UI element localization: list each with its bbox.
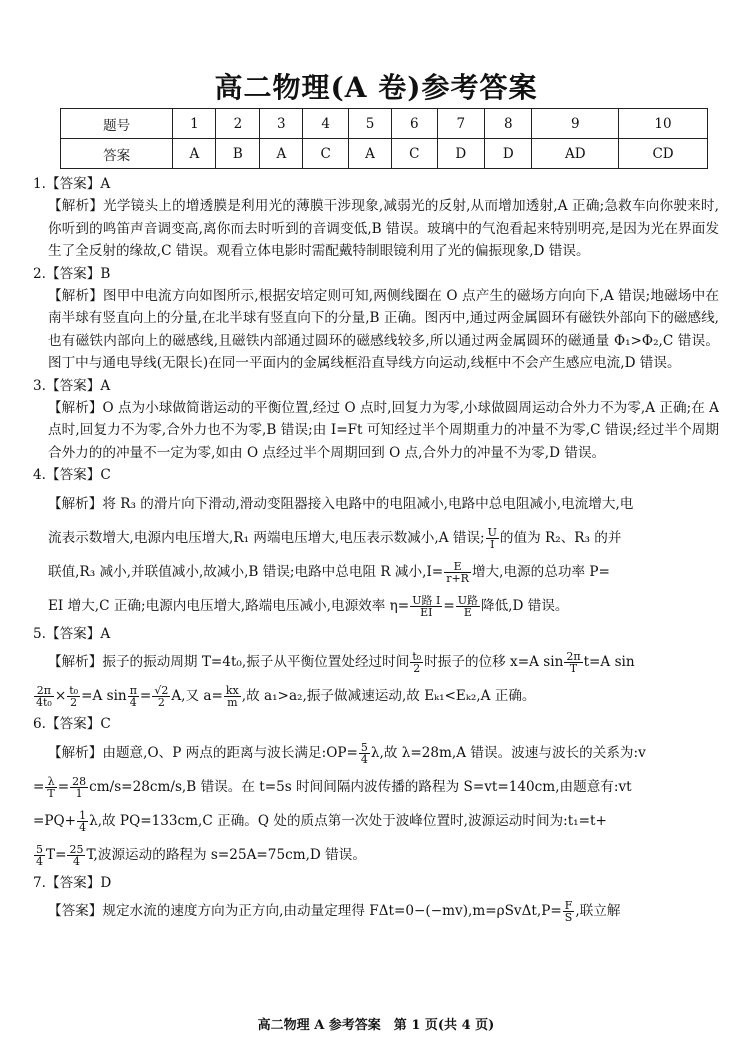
table-cell: B [216, 139, 260, 169]
denominator: 2 [413, 662, 421, 676]
numerator: 28 [72, 774, 87, 788]
numerator: E [444, 561, 471, 573]
fraction-e-over-r [444, 561, 471, 584]
table-cell: 1 [173, 109, 216, 139]
fraction-ul-over-e [456, 595, 480, 618]
denominator: 4 [36, 854, 43, 868]
numerator: kx [225, 684, 239, 698]
fraction-pi-over-4 [128, 685, 139, 708]
q6-explanation-line1 [33, 736, 719, 770]
denominator: 4 [129, 696, 137, 710]
q5-explanation-line2 [33, 679, 719, 713]
q5-answer: 5.【答案】A [33, 625, 111, 642]
q5-text: ,故 a₁>a₂,振子做减速运动,故 Eₖ₁<Eₖ₂,A 正确。 [241, 688, 536, 705]
denominator: m [227, 696, 238, 710]
q6-text: T= [46, 846, 67, 863]
fraction-f-over-s [563, 900, 575, 923]
denominator: E [463, 605, 472, 619]
numerator: 1 [79, 808, 87, 822]
q6-explanation-line3 [33, 804, 719, 838]
q5-explanation-line1 [33, 645, 719, 679]
q6-explanation-line4 [33, 838, 719, 872]
table-cell: 10 [619, 109, 708, 139]
answer-table [60, 108, 708, 169]
fraction-2pi-over-4t0 [34, 685, 54, 708]
denominator: 2 [157, 696, 165, 710]
table-cell: 8 [485, 109, 532, 139]
fraction-kx-over-m [224, 685, 241, 708]
table-cell: A [348, 139, 391, 169]
fraction-ul-i-over-ei [410, 595, 442, 618]
denominator: 2 [70, 696, 78, 710]
q6-text: λ,故 λ=28m,A 错误。波速与波长的关系为:v [370, 744, 646, 761]
q5-text: 【解析】振子的振动周期 T=4t₀,振子从平衡位置处经过时间 [48, 654, 410, 671]
numerator: 2π [34, 685, 54, 697]
q4-text: EI 增大,C 正确;电源内电压增大,路端电压减小,电源效率 η= [48, 597, 410, 614]
page-title: 高二物理(A 卷)参考答案 [214, 71, 538, 104]
fraction-5-over-4 [34, 844, 45, 867]
table-cell: AD [532, 139, 619, 169]
table-row-answers [61, 139, 708, 169]
table-cell: D [437, 139, 484, 169]
numerator: U路 [457, 593, 478, 607]
q7-text: 【答案】规定水流的速度方向为正方向,由动量定理得 FΔt=0−(−mv),m=ρSvΔt,P= [48, 902, 562, 919]
numerator: 25 [69, 842, 84, 856]
fraction-28-over-1 [70, 776, 88, 799]
table-header-cell: 题号 [61, 109, 173, 139]
page-footer: 高二物理 A 参考答案 第 1 页(共 4 页) [257, 1018, 495, 1033]
denominator: S [564, 910, 573, 924]
q1-explanation: 【解析】光学镜头上的增透膜是利用光的薄膜干涉现象,减弱光的反射,从而增加透射,A 正确;急救车向你驶来时,你听到的鸣笛声音调变高,离你而去时听到的音调变低,B 错误。玻璃中的气泡看起来特别明亮,是因为光在界面发生了全反射的缘故,C 错误。观看立体电影时需配戴特制眼镜利用了光的偏振现象,D 错误。 [48, 198, 719, 260]
numerator: F [564, 898, 573, 912]
q4-explanation-line3 [33, 555, 719, 589]
q4-explanation-line2 [33, 521, 719, 555]
numerator: 5 [36, 842, 43, 856]
denominator: r+R [446, 571, 469, 585]
q5-text: A,又 a= [171, 688, 223, 705]
q5-text: =A sin [81, 688, 127, 705]
numerator: λ [45, 776, 56, 788]
q5-text: 时振子的位移 x=A sin [424, 654, 564, 671]
q6-explanation-line2 [33, 770, 719, 804]
q1-answer: 1.【答案】A [33, 176, 111, 192]
q6-text: cm/s=28cm/s,B 错误。在 t=5s 时间间隔内波传播的路程为 S=vt=140cm,由题意有:vt [89, 778, 632, 795]
fraction-u-over-i [486, 527, 499, 550]
table-cell: A [260, 139, 303, 169]
fraction-t0-over-2 [410, 651, 423, 674]
q7-text: ,联立解 [575, 902, 621, 919]
q6-text: 【解析】由题意,O、P 两点的距离与波长满足:OP= [48, 744, 358, 761]
equals: = [139, 688, 152, 705]
table-cell: A [173, 139, 216, 169]
q4-text: 的值为 R₂、R₃ 的并 [499, 529, 622, 546]
table-cell: CD [619, 139, 708, 169]
table-cell: 9 [532, 109, 619, 139]
denominator: 4 [72, 854, 80, 868]
table-cell: C [392, 139, 438, 169]
fraction-root2-over-2 [152, 685, 170, 708]
q2-answer: 2.【答案】B [33, 265, 111, 282]
fraction-25-over-4 [67, 844, 85, 867]
q4-explanation-line1: 【解析】将 R₃ 的滑片向下滑动,滑动变阻器接入电路中的电阻减小,电路中总电阻减小,电流增大,电 [48, 495, 634, 512]
denominator: T [569, 662, 578, 676]
table-cell: 2 [216, 109, 260, 139]
numerator: √2 [154, 684, 169, 698]
numerator: t₀ [69, 684, 79, 698]
q6-text: =PQ+ [33, 812, 77, 829]
q7-answer: 7.【答案】D [33, 874, 112, 891]
q3-explanation: 【解析】O 点为小球做简谐运动的平衡位置,经过 O 点时,回复力为零,小球做圆周运动合外力不为零,A 正确;在 A 点时,回复力不为零,合外力也不为零,B 错误;由 I=Ft 可知经过半个周期重力的冲量不为零,C 错误;经过半个周期合外力的的冲量不一定为零,如由 O 点经过半个周期回到 O 点,合外力的冲量不为零,D 错误。 [48, 400, 719, 461]
q4-answer: 4.【答案】C [33, 467, 111, 484]
numerator: 2π [566, 650, 581, 664]
q6-text: T,波源运动的路程为 s=25A=75cm,D 错误。 [86, 846, 366, 863]
denominator: I [490, 537, 495, 551]
q4-text: 增大,电源的总功率 P= [471, 563, 610, 580]
times: × [54, 688, 67, 705]
fraction-lambda-over-t [45, 776, 56, 799]
table-cell: C [303, 139, 349, 169]
table-cell: 5 [348, 109, 391, 139]
denominator: EI [420, 605, 433, 619]
fraction-5-over-4 [359, 742, 370, 765]
denominator: 4 [79, 820, 87, 834]
q4-text: 降低,D 错误。 [481, 597, 569, 614]
table-cell: 7 [437, 109, 484, 139]
q3-answer: 3.【答案】A [33, 377, 111, 394]
q2-explanation: 【解析】图甲中电流方向如图所示,根据安培定则可知,两侧线圈在 O 点产生的磁场方向向下,A 错误;地磁场中在南半球有竖直向上的分量,在北半球有竖直向下的分量,B 正确。图丙中,通过两金属圆环有磁铁外部向下的磁感线,也有磁铁内部向上的磁感线,且磁铁内部通过圆环的磁感线较多,所以通过两金属圆环的磁通量 Φ₁>Φ₂,C 错误。图丁中与通电导线(无限长)在同一平面内的金属线框沿直导线方向运动,线框中不会产生感应电流,D 错误。 [48, 288, 719, 372]
numerator: U路 I [412, 593, 441, 607]
table-cell: 6 [392, 109, 438, 139]
q4-explanation-line4 [33, 589, 719, 623]
numerator: t₀ [412, 650, 422, 664]
numerator: 5 [360, 740, 368, 754]
q6-text: λ,故 PQ=133cm,C 正确。Q 处的质点第一次处于波峰位置时,波源运动时间为:t₁=t+ [89, 812, 607, 829]
denominator: T [47, 786, 55, 800]
equals: = [443, 597, 455, 614]
denominator: 4 [360, 752, 368, 766]
table-header-cell: 答案 [61, 139, 173, 169]
numerator: π [129, 684, 137, 698]
equals: = [57, 778, 70, 795]
fraction-1-over-4 [77, 810, 88, 833]
fraction-2pi-over-t [564, 651, 582, 674]
q4-text: 流表示数增大,电源内电压增大,R₁ 两端电压增大,电压表示数减小,A 错误; [48, 529, 485, 546]
numerator: U [487, 525, 497, 539]
table-cell: D [485, 139, 532, 169]
table-cell: 3 [260, 109, 303, 139]
q5-text: t=A sin [583, 654, 635, 671]
q7-explanation-line1 [33, 894, 719, 928]
equals: = [33, 778, 45, 795]
denominator: 4t₀ [36, 696, 52, 710]
denominator: 1 [75, 786, 83, 800]
q6-answer: 6.【答案】C [33, 716, 111, 733]
explanations [33, 173, 719, 928]
q4-text: 联值,R₃ 减小,并联值减小,故减小,B 错误;电路中总电阻 R 减小,I= [48, 563, 444, 580]
table-row-numbers [61, 109, 708, 139]
fraction-t0-over-2 [67, 685, 80, 708]
table-cell: 4 [303, 109, 349, 139]
